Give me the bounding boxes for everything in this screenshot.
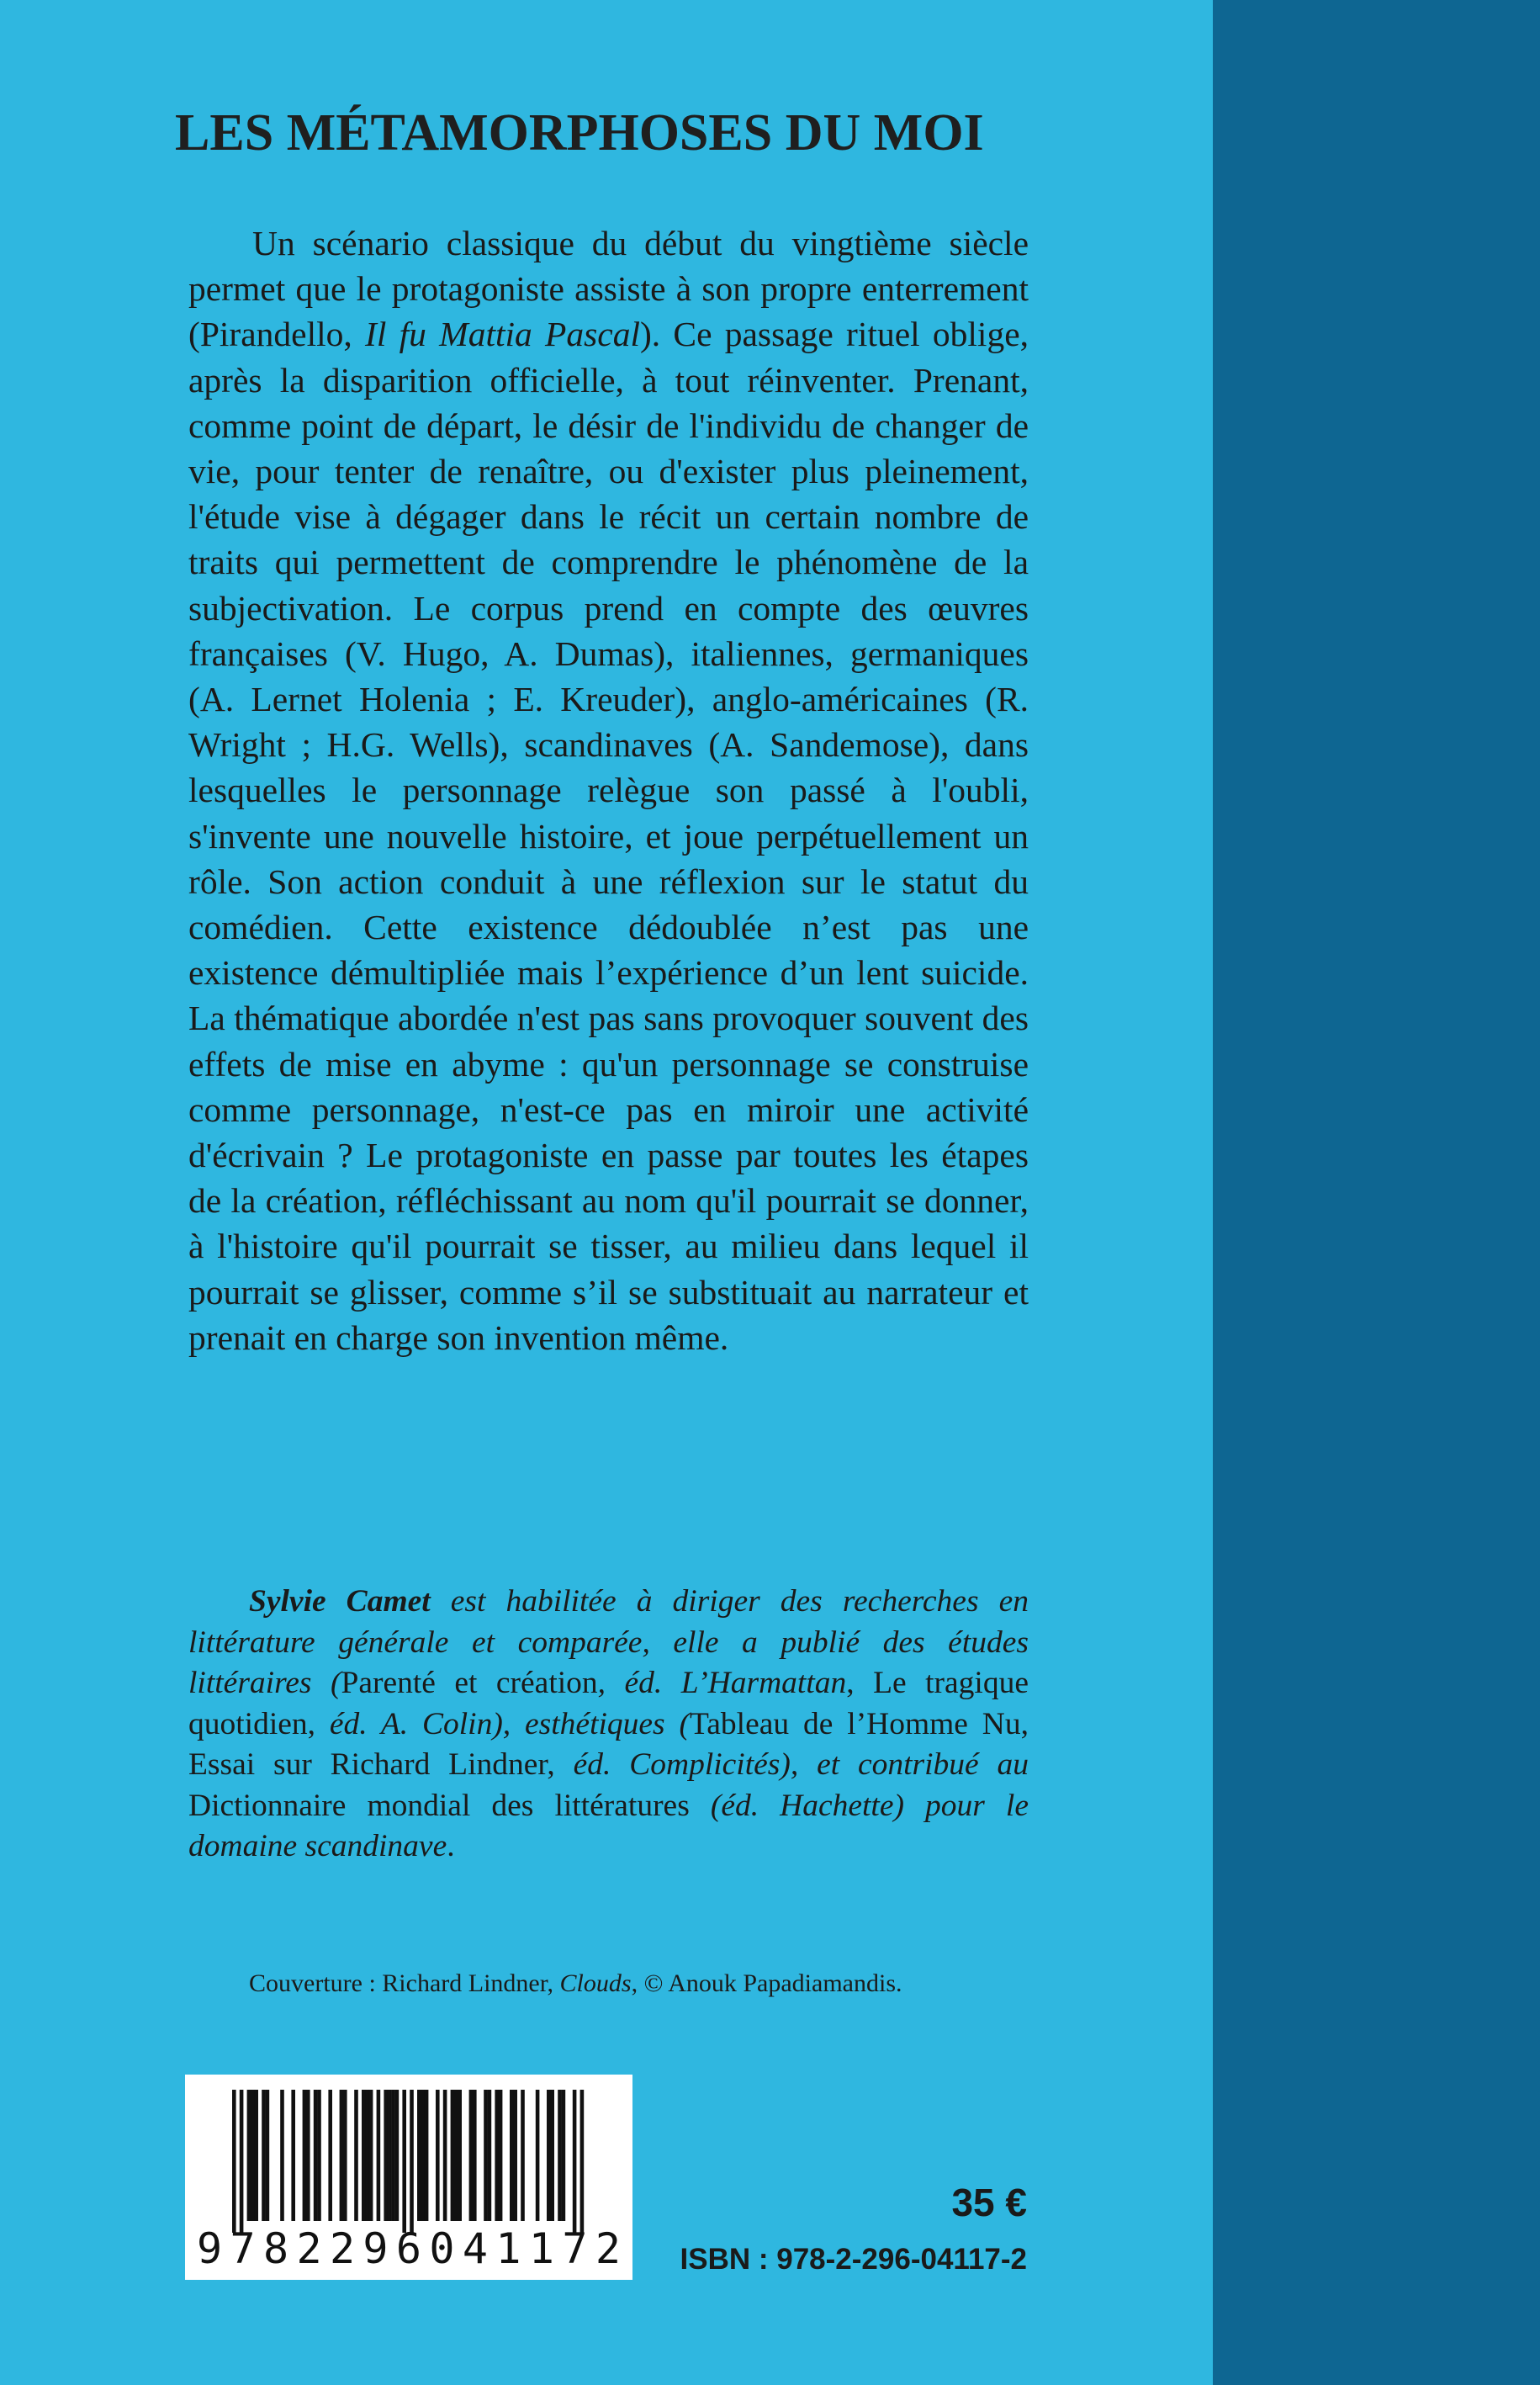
barcode-bar	[458, 2090, 462, 2221]
text-run: éd. L’Harmattan	[624, 1666, 847, 1700]
text-run: Parenté et création	[341, 1666, 598, 1700]
barcode-bar	[395, 2090, 400, 2221]
barcode	[185, 2075, 632, 2280]
barcode-bar	[254, 2090, 258, 2221]
text-run: ,	[307, 1706, 330, 1741]
barcode-bar	[454, 2090, 458, 2221]
barcode-bar	[303, 2090, 307, 2221]
barcode-bar	[547, 2090, 551, 2221]
barcode-bar	[473, 2090, 477, 2221]
price: 35 €	[951, 2181, 1027, 2224]
barcode-bar	[251, 2090, 255, 2221]
barcode-digit: 4	[462, 2224, 488, 2273]
barcode-bar	[417, 2090, 421, 2221]
text-run: est habilitée à diriger des recherches en littérature générale et comparée, elle a publié des études littéraires (	[188, 1584, 1029, 1700]
barcode-digit: 8	[262, 2224, 289, 2273]
text-run: Il fu Mattia Pascal	[365, 315, 640, 354]
barcode-bar	[488, 2090, 492, 2221]
text-run: (éd. Hachette) pour le domaine scandinave	[188, 1788, 1029, 1863]
barcode-bar	[240, 2090, 244, 2233]
barcode-bar	[354, 2090, 358, 2221]
barcode-digit: 0	[429, 2224, 455, 2273]
text-run: Tableau de l’Homme Nu, Essai sur Richard Lindner	[188, 1706, 1029, 1782]
text-run: ,	[597, 1666, 625, 1700]
barcode-bar	[362, 2090, 366, 2221]
barcode-bar	[232, 2090, 236, 2233]
barcode-bar	[443, 2090, 447, 2221]
barcode-digits	[197, 2224, 621, 2273]
barcode-digit: 9	[197, 2224, 223, 2273]
barcode-digit: 7	[562, 2224, 588, 2273]
barcode-bar	[384, 2090, 388, 2221]
barcode-bar	[558, 2090, 562, 2221]
barcode-digit: 6	[395, 2224, 422, 2273]
text-run: Le tragique quotidien	[188, 1666, 1029, 1741]
text-run: Couverture : Richard Lindner,	[249, 1969, 560, 1997]
author-bio	[188, 1582, 1029, 1868]
text-run: Un scénario classique du début du vingtième siècle permet que le protagoniste assiste à son propre enterrement (Pirandello,	[188, 224, 1029, 354]
text-run: Sylvie Camet	[249, 1584, 431, 1619]
barcode-bar	[410, 2090, 414, 2233]
barcode-bar	[266, 2090, 270, 2221]
barcode-bar	[495, 2090, 499, 2221]
barcode-bar	[247, 2090, 251, 2221]
barcode-bar	[262, 2090, 266, 2221]
spine-band	[1213, 0, 1540, 2385]
barcode-bar	[550, 2090, 554, 2221]
barcode-bar	[402, 2090, 406, 2233]
barcode-bar	[499, 2090, 503, 2221]
isbn: ISBN : 978-2-296-04117-2	[680, 2243, 1027, 2276]
barcode-bar	[369, 2090, 373, 2221]
barcode-bar	[377, 2090, 381, 2221]
barcode-bar	[451, 2090, 455, 2221]
barcode-bar	[306, 2090, 310, 2221]
cover-credit	[249, 1967, 902, 2001]
text-run: éd. Complicités), et contribué au	[573, 1747, 1029, 1782]
barcode-bar	[436, 2090, 440, 2221]
text-run: , © Anouk Papadiamandis.	[631, 1969, 902, 1997]
barcode-bar	[573, 2090, 577, 2233]
barcode-bar	[388, 2090, 392, 2221]
barcode-bar	[421, 2090, 425, 2221]
barcode-bar	[317, 2090, 321, 2221]
barcode-bar	[562, 2090, 566, 2221]
text-run: éd. A. Colin), esthétiques (	[329, 1706, 690, 1741]
barcode-bar	[314, 2090, 318, 2221]
text-run: ). Ce passage rituel oblige, après la disparition officielle, à tout réinventer. Prenant, comme point de départ, le désir de l'individu de changer de vie, pour tenter de renaître, ou d'exister plus pleinement, l'étude vise à dégager dans le récit un certain nombre de traits qui permettent de comprendre le phénomène de la subjectivation. Le corpus prend en compte des œuvres françaises (V. Hugo, A. Dumas), italiennes, germaniques (A. Lernet Holenia ; E. Kreuder), anglo-américaines (R. Wright ; H.G. Wells), scandinaves (A. Sandemose), dans lesquelles le personnage relègue son passé à l'oubli, s'invente une nouvelle histoire, et joue perpétuellement un rôle. Son action conduit à une réflexion sur le statut du comédien. Cette existence dédoublée n’est pas une existence démultipliée mais l’expérience d’un lent suicide. La thématique abordée n'est pas sans provoquer souvent des effets de mise en abyme : qu'un personnage se construise comme personnage, n'est-ce pas en miroir une activité d'écrivain ? Le protagoniste en passe par toutes les étapes de la création, réfléchissant au nom qu'il pourrait se donner, à l'histoire qu'il pourrait se tisser, au milieu dans lequel il pourrait se glisser, comme s’il se substituait au narrateur et prenait en charge son invention même.	[188, 315, 1029, 1357]
barcode-digit: 2	[329, 2224, 356, 2273]
barcode-bar	[343, 2090, 347, 2221]
barcode-bar	[291, 2090, 295, 2221]
barcode-bar	[484, 2090, 488, 2221]
barcode-bar	[280, 2090, 284, 2221]
barcode-bar	[391, 2090, 395, 2221]
barcode-digit: 1	[495, 2224, 521, 2273]
summary-text	[188, 220, 1029, 1360]
barcode-bar	[340, 2090, 344, 2221]
barcode-bar	[536, 2090, 540, 2221]
barcode-digit: 9	[363, 2224, 389, 2273]
text-run: ,	[846, 1666, 874, 1700]
barcode-digit: 2	[296, 2224, 322, 2273]
barcode-digit: 1	[528, 2224, 554, 2273]
text-run: Dictionnaire mondial des littératures	[188, 1788, 711, 1823]
barcode-digit: 7	[230, 2224, 256, 2273]
text-run: .	[447, 1829, 455, 1863]
text-run: Clouds	[559, 1969, 632, 1997]
book-title: LES MÉTAMORPHOSES DU MOI	[175, 104, 984, 162]
text-run: ,	[547, 1747, 574, 1782]
barcode-bar	[521, 2090, 525, 2221]
barcode-bar	[365, 2090, 369, 2221]
barcode-bar	[469, 2090, 474, 2221]
barcode-bar	[328, 2090, 332, 2221]
barcode-digit: 2	[595, 2224, 621, 2273]
barcode-bar	[513, 2090, 517, 2221]
barcode-bar	[580, 2090, 585, 2233]
barcode-bar	[510, 2090, 514, 2221]
barcode-bar	[425, 2090, 429, 2221]
